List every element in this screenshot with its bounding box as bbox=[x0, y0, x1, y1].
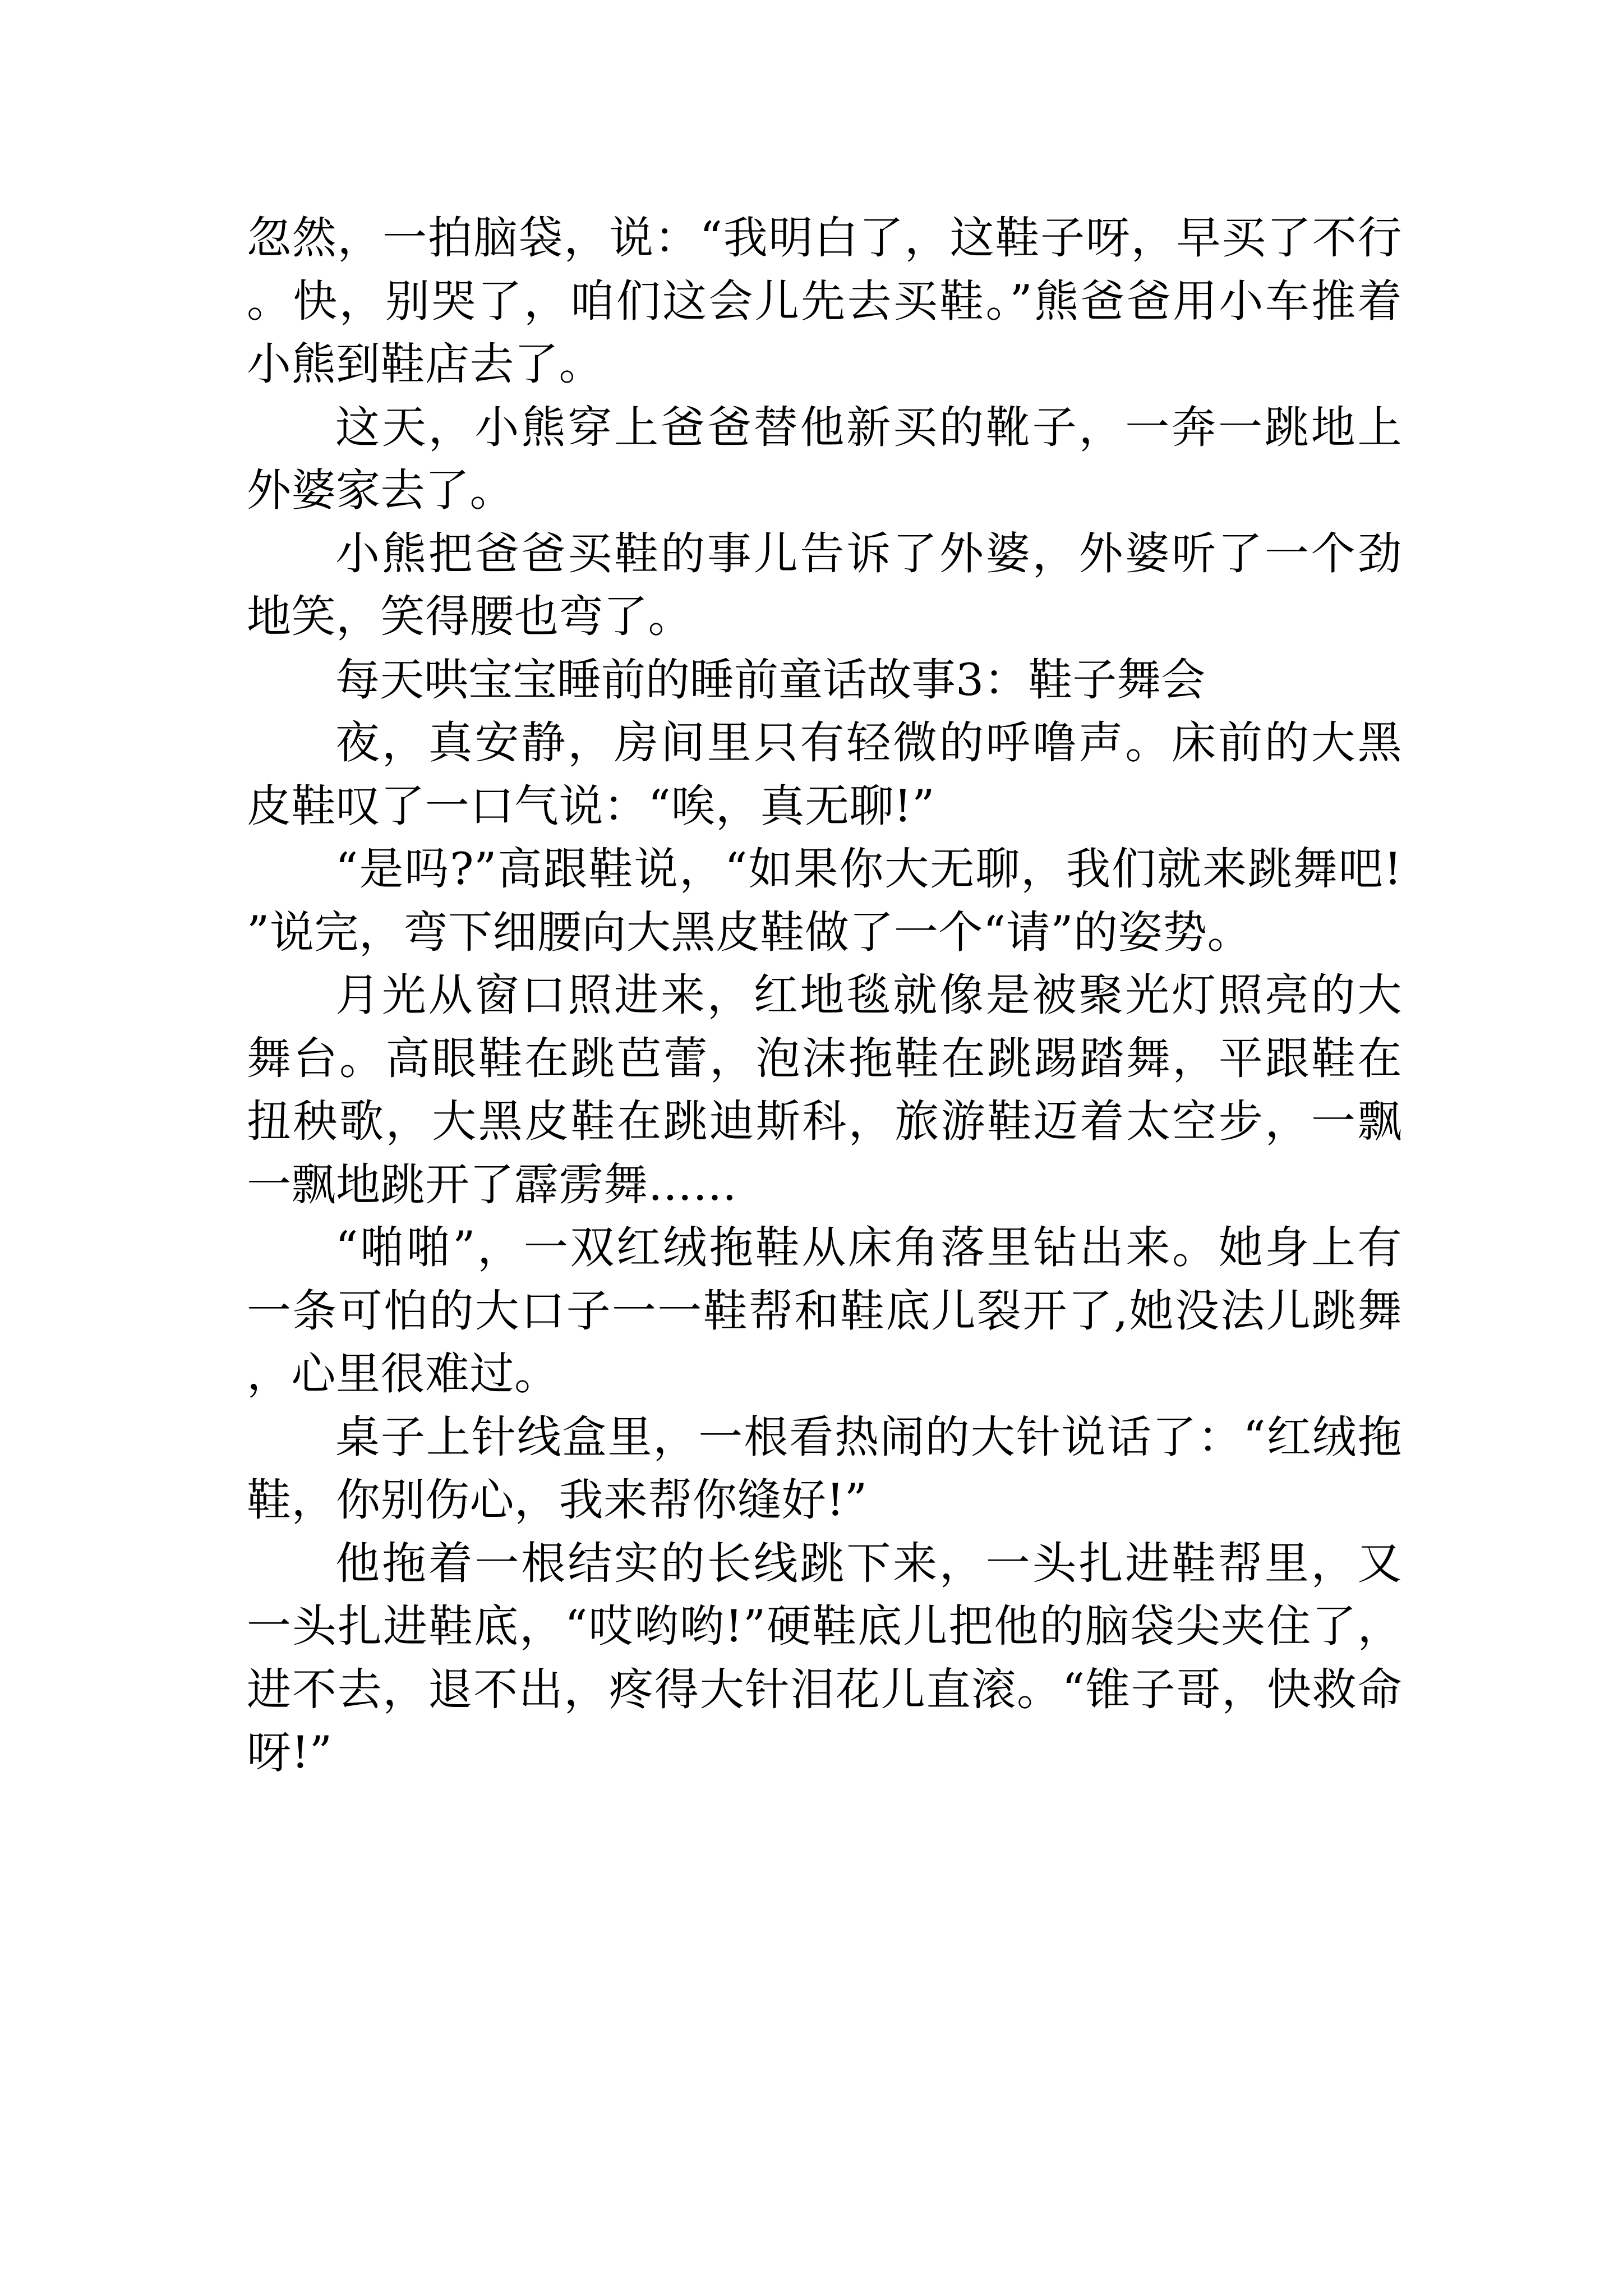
paragraph-1: 忽然，一拍脑袋，说：“我明白了，这鞋子呀，早买了不行。快，别哭了，咱们这会儿先去买鞋。”熊爸爸用小车推着小熊到鞋店去了。 bbox=[247, 212, 1402, 390]
paragraph-6: “是吗?”高跟鞋说，“如果你大无聊，我们就来跳舞吧!”说完，弯下细腰向大黑皮鞋做了一个“请”的姿势。 bbox=[247, 843, 1402, 958]
paragraph-3: 小熊把爸爸买鞋的事儿告诉了外婆，外婆听了一个劲地笑，笑得腰也弯了。 bbox=[247, 527, 1402, 642]
paragraph-7: 月光从窗口照进来，红地毯就像是被聚光灯照亮的大舞台。高眼鞋在跳芭蕾，泡沫拖鞋在跳踢踏舞，平跟鞋在扭秧歌，大黑皮鞋在跳迪斯科，旅游鞋迈着太空步，一飘一飘地跳开了霹雳舞…… bbox=[247, 969, 1402, 1211]
paragraph-10: 他拖着一根结实的长线跳下来，一头扎进鞋帮里，又一头扎进鞋底，“哎哟哟!”硬鞋底儿把他的脑袋尖夹住了，进不去，退不出，疼得大针泪花儿直滚。“锥子哥，快救命呀!” bbox=[247, 1537, 1402, 1778]
paragraph-8: “啪啪”，一双红绒拖鞋从床角落里钻出来。她身上有一条可怕的大口子一一鞋帮和鞋底儿裂开了,她没法儿跳舞，心里很难过。 bbox=[247, 1222, 1402, 1400]
paragraph-5: 夜，真安静，房间里只有轻微的呼噜声。床前的大黑皮鞋叹了一口气说：“唉，真无聊!” bbox=[247, 717, 1402, 832]
document-body bbox=[247, 206, 1402, 1784]
story-heading: 每天哄宝宝睡前的睡前童话故事3：鞋子舞会 bbox=[335, 654, 1206, 706]
paragraph-9: 桌子上针线盒里，一根看热闹的大针说话了：“红绒拖鞋，你别伤心，我来帮你缝好!” bbox=[247, 1411, 1402, 1526]
paragraph-2: 这天，小熊穿上爸爸替他新买的靴子，一奔一跳地上外婆家去了。 bbox=[247, 401, 1402, 516]
